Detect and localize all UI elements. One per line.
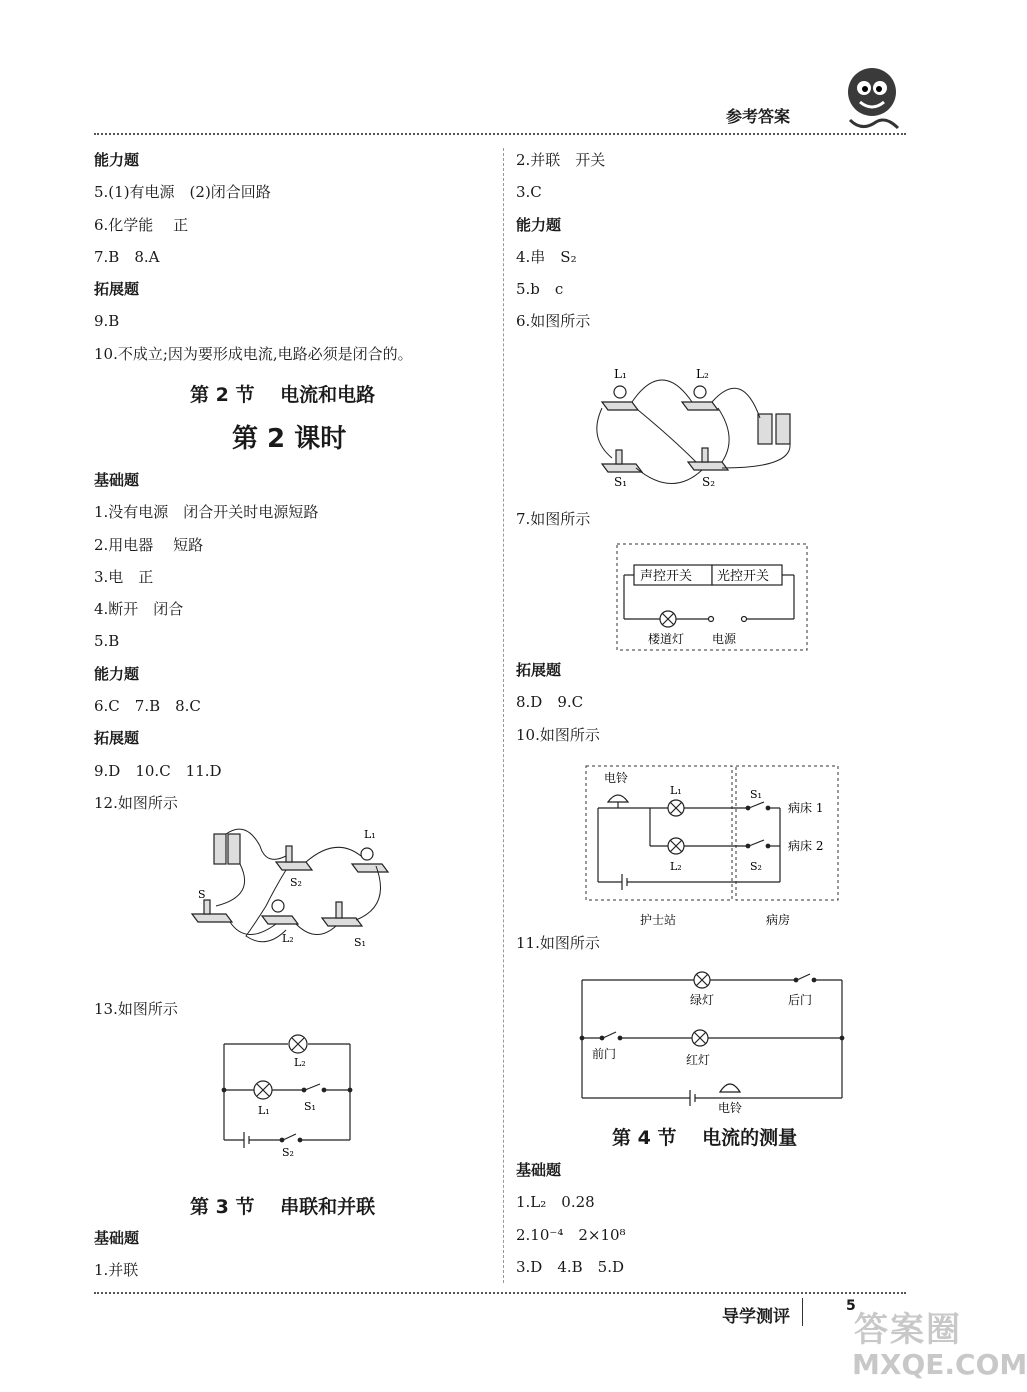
answer-line: 3.D 4.B 5.D <box>516 1257 625 1276</box>
header-rule <box>94 133 906 135</box>
column-divider <box>503 148 504 1283</box>
subsection-heading: 能力题 <box>516 215 562 234</box>
watermark-logo: 答案圈 <box>854 1310 962 1350</box>
fig12-S1: S₁ <box>354 936 366 949</box>
fig10-ward: 病房 <box>766 913 791 927</box>
answer-line: 3.C <box>516 183 542 202</box>
fig11-front-door: 前门 <box>592 1047 617 1061</box>
answer-line: 1.没有电源 闭合开关时电源短路 <box>94 503 319 522</box>
answer-line: 7.B 8.A <box>94 247 160 266</box>
fig11-back-door: 后门 <box>788 993 813 1007</box>
section-title-3: 第 3 节 串联和并联 <box>190 1196 376 1218</box>
answer-block <box>94 150 494 376</box>
answer-line: 5.(1)有电源 (2)闭合回路 <box>94 183 271 202</box>
footer-separator <box>802 1298 803 1326</box>
answer-line: 2.10⁻⁴ 2×10⁸ <box>516 1225 626 1244</box>
subsection-heading: 拓展题 <box>516 661 562 679</box>
left-column-3 <box>94 1228 494 1293</box>
answer-line: 5.B <box>94 632 120 651</box>
lesson-title: 第 2 课时 <box>232 424 347 454</box>
answer-line: 4.断开 闭合 <box>94 600 184 619</box>
right-column <box>516 150 916 344</box>
fig12-L1: L₁ <box>364 828 376 841</box>
fig7-power: 电源 <box>712 632 737 646</box>
fig10-L2: L₂ <box>670 860 682 873</box>
fig11-bell: 电铃 <box>718 1101 743 1115</box>
answer-line: 2.用电器 短路 <box>94 535 204 554</box>
fig13-L2: L₂ <box>294 1056 306 1069</box>
fig12-S: S <box>198 888 206 901</box>
answer-block <box>516 150 916 344</box>
page-header <box>0 0 1000 140</box>
subsection-heading: 基础题 <box>516 1161 562 1179</box>
figure-12-circuit <box>186 826 396 952</box>
answer-line: 8.D 9.C <box>516 693 584 712</box>
answer-block <box>94 470 494 825</box>
answer-line: 2.并联 开关 <box>516 151 606 169</box>
q13-label: 13.如图所示 <box>94 1000 178 1018</box>
header-title: 参考答案 <box>726 107 791 126</box>
answer-line: 9.B <box>94 312 120 331</box>
mascot-logo <box>836 62 910 136</box>
fig11-green-lamp: 绿灯 <box>690 993 715 1007</box>
answer-line: 10.不成立;因为要形成电流,电路必须是闭合的。 <box>94 344 413 363</box>
fig7-lamp: 楼道灯 <box>648 632 685 646</box>
fig7-sound-switch: 声控开关 <box>640 569 693 584</box>
q7-label: 7.如图所示 <box>516 510 591 528</box>
figure-11-circuit <box>576 964 846 1116</box>
answer-line: 10.如图所示 <box>516 725 600 744</box>
subsection-heading: 基础题 <box>94 1229 140 1247</box>
fig6-S1: S₁ <box>614 475 628 489</box>
subsection-heading: 拓展题 <box>94 280 140 299</box>
fig13-S1: S₁ <box>304 1100 316 1113</box>
answer-line: 12.如图所示 <box>94 793 178 812</box>
fig10-S2: S₂ <box>750 860 762 873</box>
fig10-S1: S₁ <box>750 788 762 801</box>
fig6-L1: L₁ <box>614 367 627 381</box>
right-column-3 <box>516 1160 916 1289</box>
section-title-4: 第 4 节 电流的测量 <box>612 1127 798 1149</box>
subsection-heading: 能力题 <box>94 151 140 169</box>
answer-line: 6.C 7.B 8.C <box>94 697 201 716</box>
section-title-2: 第 2 节 电流和电路 <box>190 384 376 406</box>
fig12-L2: L₂ <box>282 932 294 945</box>
fig6-S2: S₂ <box>702 475 716 489</box>
fig6-L2: L₂ <box>696 367 709 381</box>
answer-block <box>516 1160 916 1289</box>
figure-13-circuit <box>216 1030 362 1158</box>
watermark-url: MXQE.COM <box>852 1348 1027 1381</box>
answer-line: 6.化学能 正 <box>94 215 189 234</box>
answer-line: 4.串 S₂ <box>516 247 577 266</box>
answer-line: 6.如图所示 <box>516 312 591 331</box>
subsection-heading: 能力题 <box>94 664 140 683</box>
q11-label: 11.如图所示 <box>516 934 600 952</box>
fig12-S2: S₂ <box>290 876 302 889</box>
fig10-bell: 电铃 <box>604 771 629 785</box>
answer-line: 1.L₂ 0.28 <box>516 1193 595 1212</box>
answer-block <box>516 660 916 757</box>
answer-line: 5.b c <box>516 280 564 299</box>
figure-10-circuit <box>584 764 840 930</box>
fig10-station: 护士站 <box>640 913 677 927</box>
subsection-heading: 拓展题 <box>94 729 140 748</box>
figure-7-circuit <box>616 543 808 651</box>
fig11-red-lamp: 红灯 <box>686 1053 711 1067</box>
answer-block <box>94 1228 494 1293</box>
footer-rule <box>94 1292 906 1294</box>
right-column-2 <box>516 660 916 757</box>
fig13-L1: L₁ <box>258 1104 270 1117</box>
left-column <box>94 150 494 376</box>
subsection-heading: 基础题 <box>94 471 140 489</box>
page-number: 5 <box>846 1298 856 1314</box>
fig10-bed2: 病床 2 <box>788 839 824 853</box>
footer-brand: 导学测评 <box>722 1307 790 1327</box>
answer-line: 1.并联 <box>94 1261 139 1280</box>
left-column-2 <box>94 470 494 825</box>
answer-line: 3.电 正 <box>94 567 154 586</box>
fig10-bed1: 病床 1 <box>788 801 824 815</box>
fig10-L1: L₁ <box>670 784 682 797</box>
answer-line: 9.D 10.C 11.D <box>94 761 222 780</box>
figure-6-circuit <box>592 358 814 492</box>
fig13-S2: S₂ <box>282 1146 294 1159</box>
fig7-light-switch: 光控开关 <box>717 569 770 584</box>
